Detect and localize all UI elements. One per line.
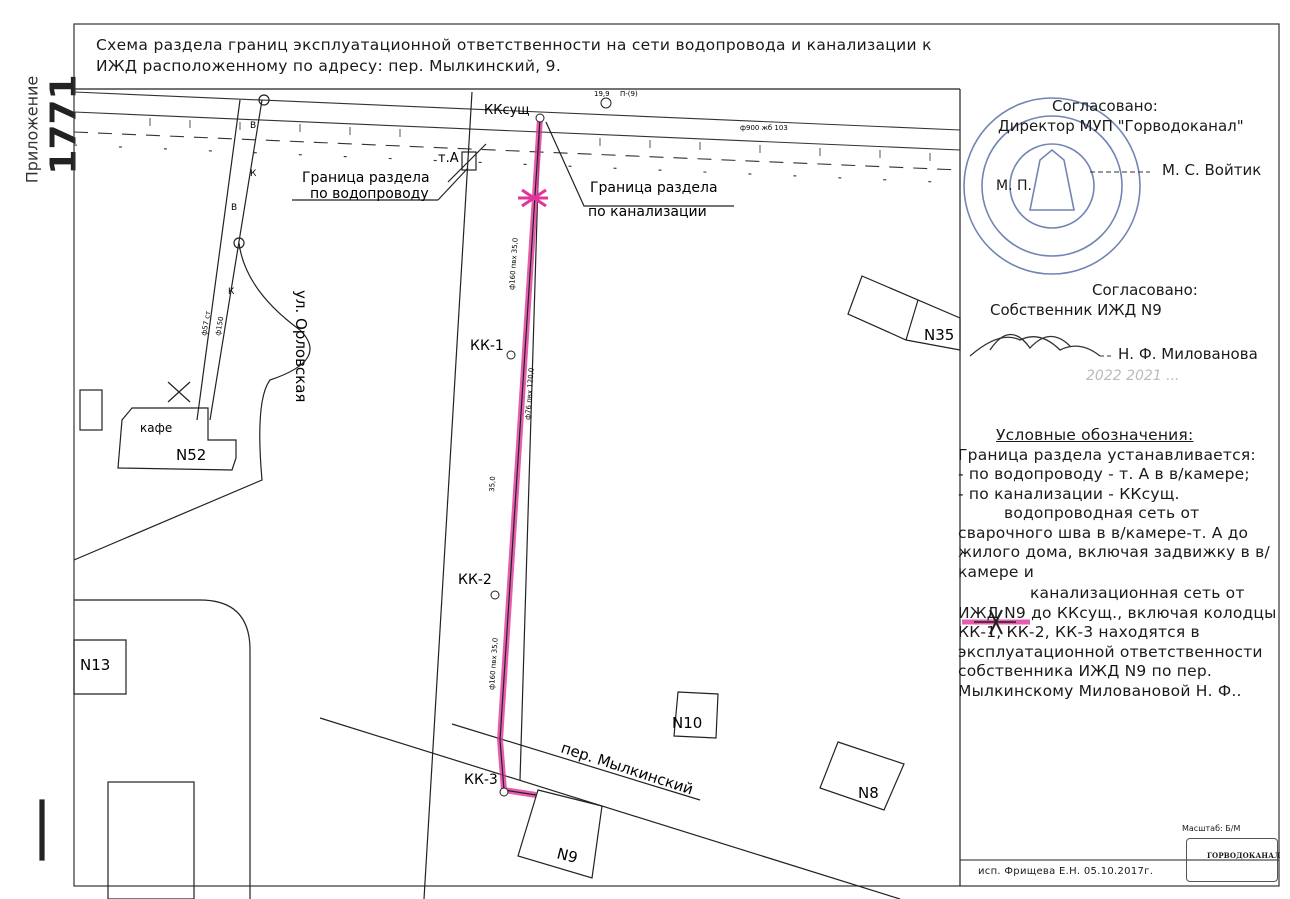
other-buildings [40,276,960,899]
approval-2-date: 2022 2021 ... [1086,368,1180,384]
approval-1-position: Директор МУП "Горводоканал" [998,117,1244,135]
water-letter-v-2: В [231,203,238,213]
boundary-sewer-label-2: по канализации [588,204,707,220]
water-pipe-size-1: ф57 ст [200,310,213,337]
approval-1-mp: М. П. [996,178,1032,194]
street-orlovskaya-outline [74,243,310,899]
hydrant-symbol [601,98,611,108]
boundary-sewer-label-1: Граница раздела [590,180,718,196]
approval-2-heading: Согласовано: [1092,281,1198,299]
water-pipe-size-2: ф150 [214,315,226,337]
boundary-water-label-2: по водопроводу [310,186,429,202]
pipe-seg-label-2: ф76 пвх 120,0 [524,367,536,421]
cafe-label: кафе [140,421,173,435]
building-13-label: N13 [80,656,111,674]
signature-owner [970,334,1100,356]
legend-line-1: Граница раздела устанавливается: [958,445,1256,464]
main-pipe-label: ф900 жб 103 [740,124,788,132]
pipe-seg-label-4: ф160 пвх 35,0 [488,637,500,691]
legend-line-3: - по канализации - ККсущ. [958,484,1180,503]
legend-line-2: - по водопроводу - т. А в в/камере; [958,465,1250,483]
water-pipe-line [197,95,269,420]
appendix-caption: Приложение [22,75,42,184]
logo-text: ГОРВОДОКАНАЛ [1207,851,1281,860]
water-letter-k-1: К [250,169,257,179]
sewer-line-highlight [491,114,548,796]
building-10-label: N10 [672,714,703,732]
approval-2-position: Собственник ИЖД N9 [990,301,1162,319]
elev-label-1: 19,9 [594,90,610,98]
pipe-seg-label-3: 35,0 [488,476,498,493]
water-letter-v-1: В [250,121,257,131]
water-letter-k-2: К [228,287,235,297]
approval-1-name: М. С. Войтик [1162,161,1262,179]
street-orlovskaya-label: ул. Орловская [292,290,310,403]
document-title: Схема раздела границ эксплуатационной ответственности на сети водопровода и канализации к ИЖД расположенному по адресу: пер. Мылкинский, 9. [96,36,932,75]
pipe-seg-label-1: ф160 пвх 35,0 [508,237,520,291]
legend-title: Условные обозначения: [996,426,1194,444]
approval-2-name: Н. Ф. Милованова [1118,345,1258,363]
approval-1-heading: Согласовано: [1052,97,1158,115]
building-52-label: N52 [176,446,207,464]
legend-block [958,426,1278,701]
building-9-label: N9 [555,844,580,867]
building-35-label: N35 [924,326,955,344]
scale-label: Масштаб: Б/М [1182,824,1241,833]
point-a-label: т.А [438,151,459,166]
legend-line-4: водопроводная сеть от сварочного шва в в/камере-т. А до жилого дома, включая задвижку в в/камере и [958,504,1270,581]
well-kk2-label: КК-2 [458,572,492,588]
company-logo [1186,838,1281,882]
appendix-number: 1771 [43,74,85,175]
elev-label-2: П-(9) [620,90,638,98]
well-kksush-label: ККсущ [484,103,530,118]
street-mylkinsky-label: пер. Мылкинский [558,738,696,799]
well-kk1-label: КК-1 [470,338,504,354]
building-8-label: N8 [858,784,879,802]
legend-line-5: канализационная сеть от ИЖД N9 до ККсущ., включая колодцы КК-1, КК-2, КК-3 находятся в эксплуатационной ответственности собственника ИЖД N9 по пер. Мылкинскому Миловановой Н. Ф.. [958,584,1277,700]
author-line: исп. Фрищева Е.Н. 05.10.2017г. [978,866,1154,877]
well-kk3-label: КК-3 [464,772,498,788]
boundary-water-label-1: Граница раздела [302,170,430,186]
